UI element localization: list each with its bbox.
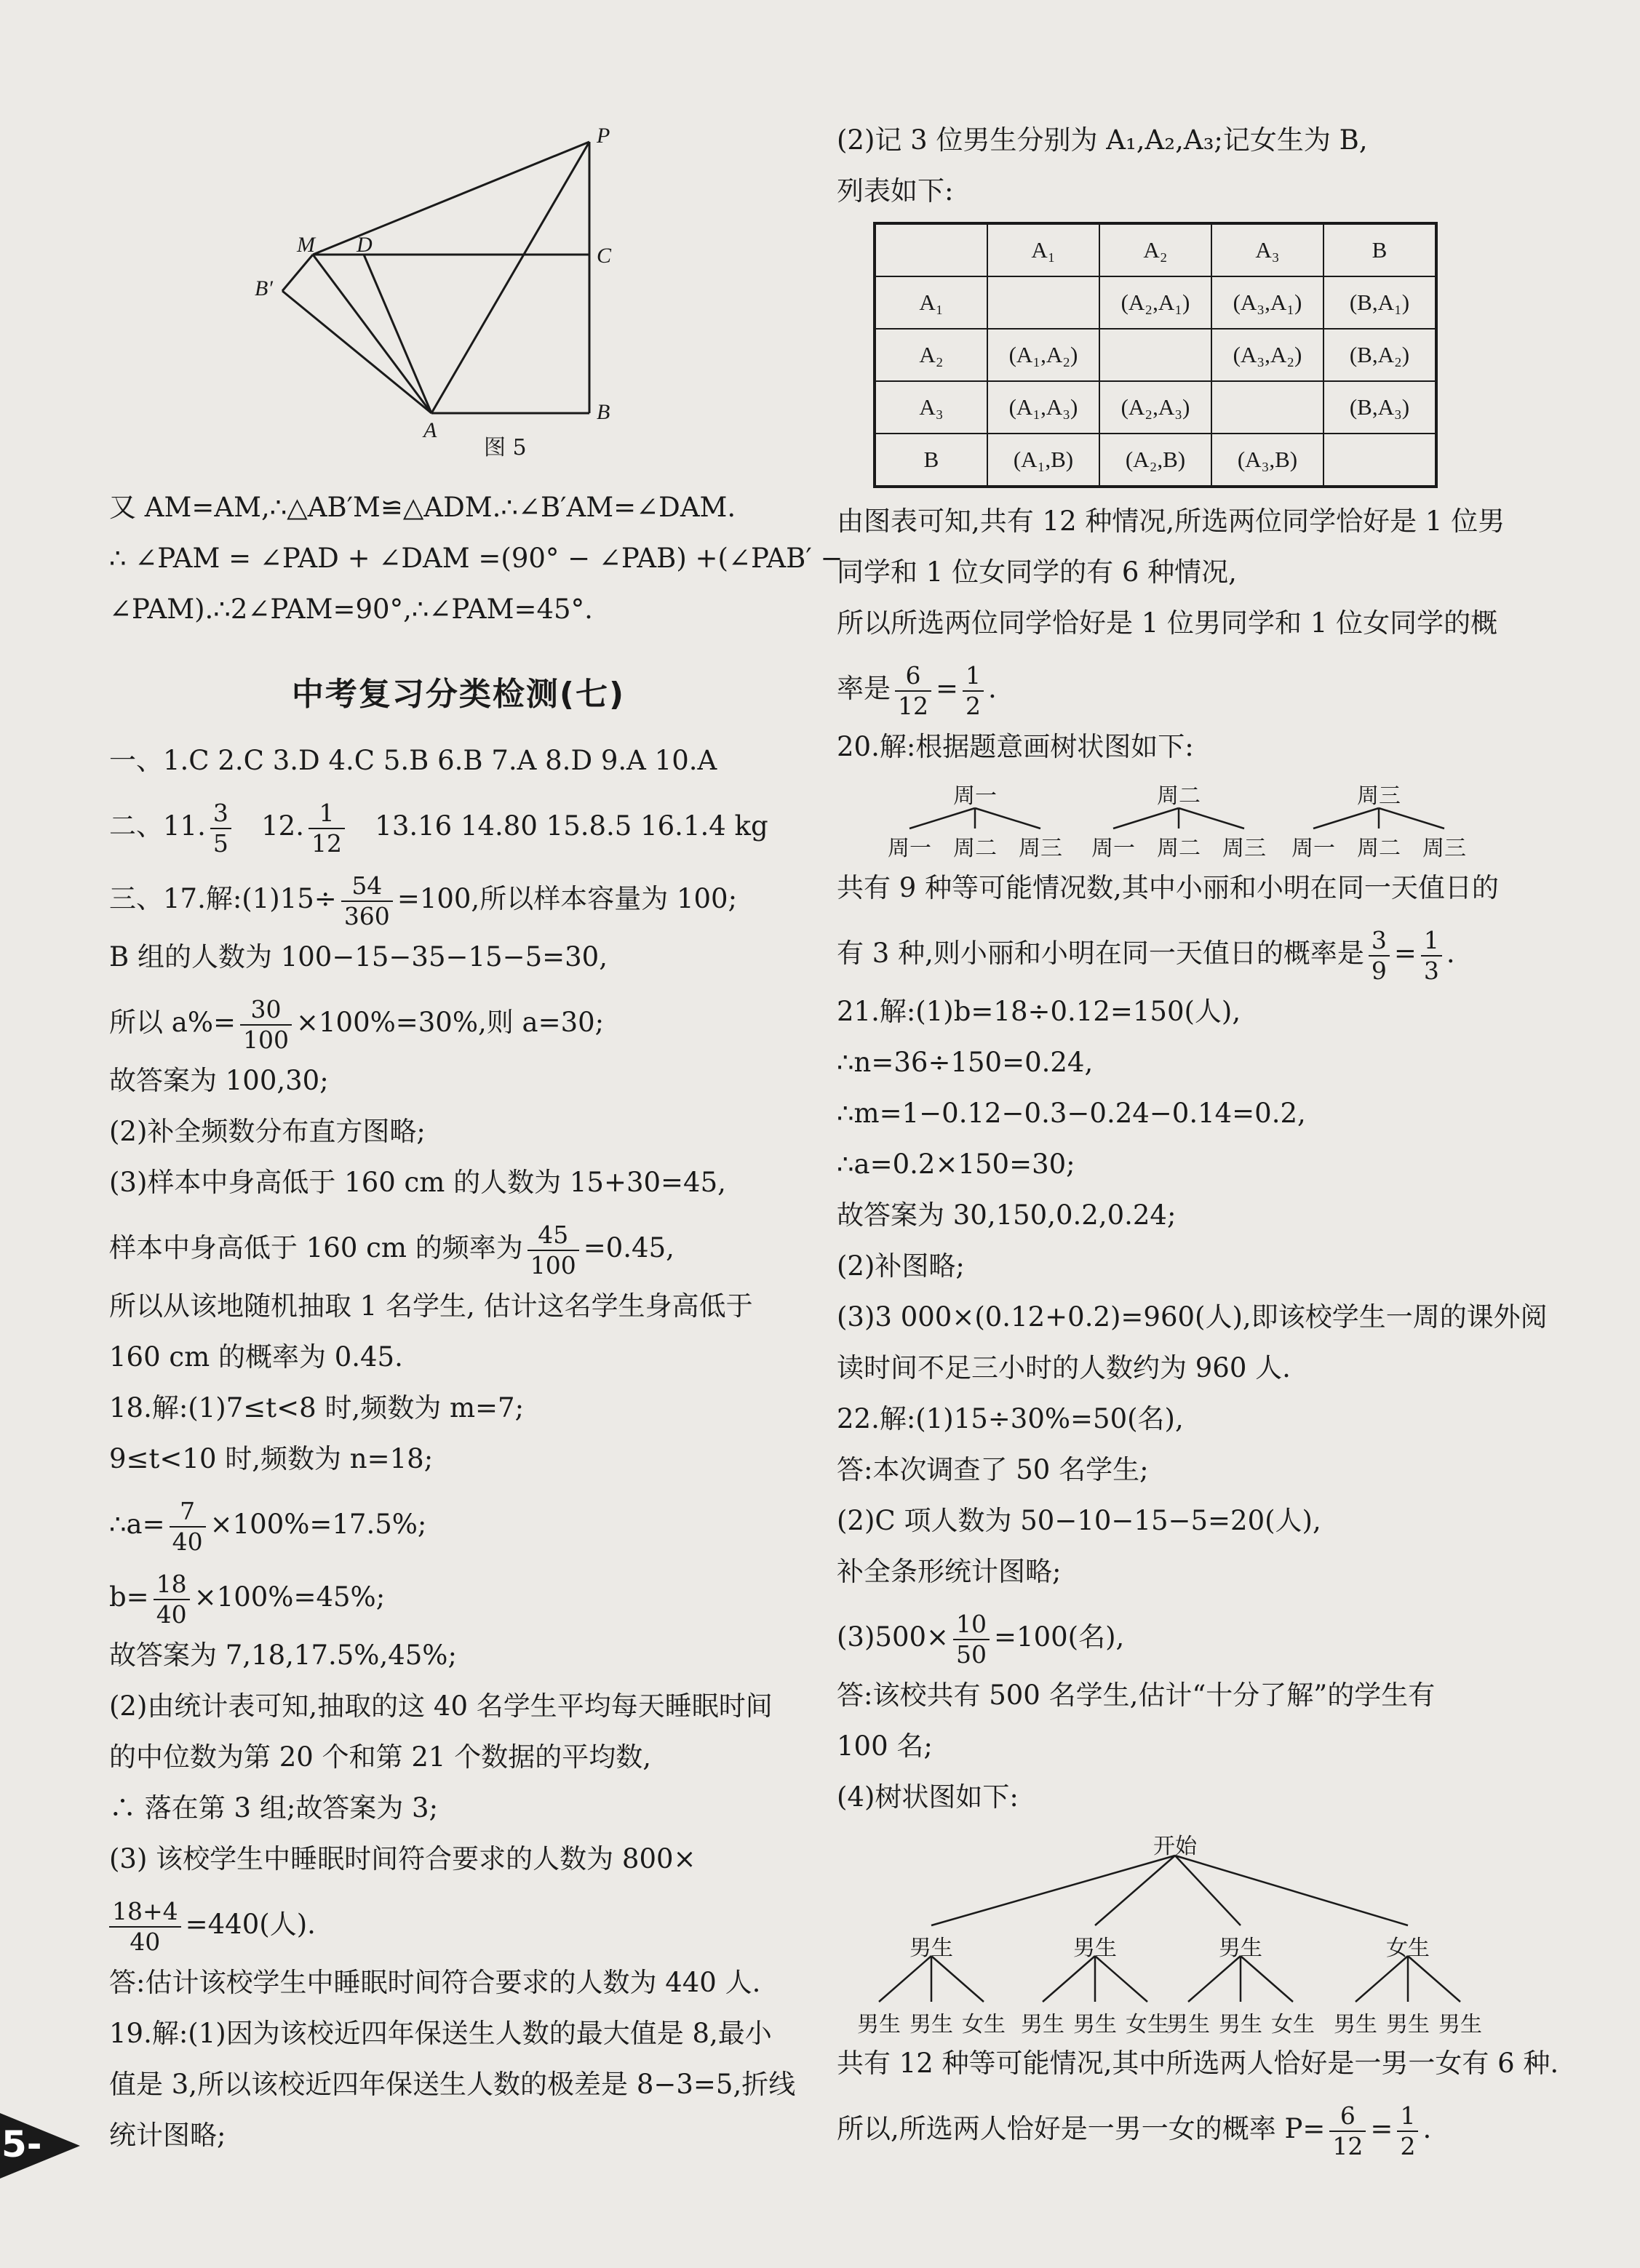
table-cell: (B,A₂) xyxy=(1323,329,1436,381)
label-B-prime: B′ xyxy=(255,276,273,300)
table-cell: A₁ xyxy=(987,223,1099,276)
multiple-choice-answers: 一、1.C 2.C 3.D 4.C 5.B 6.B 7.A 8.D 9.A 10.A xyxy=(109,745,717,776)
table-cell: (A₁,B) xyxy=(987,434,1099,487)
fraction: $\frac{10}{50}$ xyxy=(953,1610,990,1669)
tree1-leaf-node: 周三 xyxy=(1222,836,1266,861)
q18-line-3: ∴a= $\frac{7}{40}$ ×100%=17.5%; xyxy=(109,1496,427,1556)
q22-line-2: 答:本次调查了 50 名学生; xyxy=(837,1454,1149,1485)
tree1-leaf-node: 周一 xyxy=(888,836,931,861)
q20-line-1: 20.解:根据题意画树状图如下: xyxy=(837,731,1194,762)
proof-line-3: ∠PAM).∴2∠PAM=90°,∴∠PAM=45°. xyxy=(109,594,593,625)
label-P: P xyxy=(597,124,610,148)
q18-line-4: b= $\frac{18}{40}$ ×100%=45%; xyxy=(109,1569,386,1629)
q20-line-2: 共有 9 种等可能情况数,其中小丽和小明在同一天值日的 xyxy=(837,872,1499,903)
q21-line-6: (2)补图略; xyxy=(837,1250,965,1282)
table-row xyxy=(875,276,1436,329)
q17-line-3: 所以 a%= $\frac{30}{100}$ ×100%=30%,则 a=30; xyxy=(109,994,605,1054)
tree1-leaf-node: 周二 xyxy=(953,836,997,861)
fraction: $\frac{6}{12}$ xyxy=(895,661,931,721)
tree-diagram-weekday xyxy=(837,778,1513,861)
q19-part2-line-2: 列表如下: xyxy=(837,175,954,207)
q19-line-2: 值是 3,所以该校近四年保送生人数的极差是 8−3=5,折线 xyxy=(109,2069,796,2100)
fraction: $\frac{54}{360}$ xyxy=(341,871,393,931)
q22-line-6: 答:该校共有 500 名学生,估计“十分了解”的学生有 xyxy=(837,1680,1436,1711)
q17-line-9: 160 cm 的概率为 0.45. xyxy=(109,1341,403,1373)
table-cell xyxy=(987,276,1099,329)
q19-line-after-2: 同学和 1 位女同学的有 6 种情况, xyxy=(837,556,1237,588)
tree2-leaf-node: 男生 xyxy=(1219,2012,1262,2037)
tree1-leaf-node: 周二 xyxy=(1357,836,1401,861)
tree1-leaf-node: 周一 xyxy=(1091,836,1135,861)
fill-blank-answers: 二、11. $\frac{3}{5}$ 12. $\frac{1}{12}$ 13.16 14.80 15.8.5 16.1.4 kg xyxy=(109,798,768,858)
q17-line-2: B 组的人数为 100−15−35−15−5=30, xyxy=(109,941,608,973)
q18-line-5: 故答案为 7,18,17.5%,45%; xyxy=(109,1640,457,1671)
tree2-leaf-node: 男生 xyxy=(909,2012,953,2037)
tree1-leaf-node: 周三 xyxy=(1422,836,1466,861)
table-cell: (A₂,A₃) xyxy=(1099,381,1211,434)
tree2-leaf-node: 男生 xyxy=(1386,2012,1430,2037)
q18-line-11: 答:估计该校学生中睡眠时间符合要求的人数为 440 人. xyxy=(109,1967,761,1998)
q17-line-7: 样本中身高低于 160 cm 的频率为 $\frac{45}{100}$ =0.45, xyxy=(109,1220,674,1279)
q21-line-7: (3)3 000×(0.12+0.2)=960(人),即该校学生一周的课外阅 xyxy=(837,1301,1548,1333)
table-cell: A₂ xyxy=(1099,223,1211,276)
fraction: $\frac{6}{12}$ xyxy=(1329,2101,1366,2161)
line-DA xyxy=(364,255,431,413)
q18-line-8: ∴ 落在第 3 组;故答案为 3; xyxy=(109,1792,439,1824)
table-row xyxy=(875,381,1436,434)
fraction: $\frac{3}{9}$ xyxy=(1369,926,1390,986)
q18-line-9: (3) 该校学生中睡眠时间符合要求的人数为 800× xyxy=(109,1843,696,1874)
q22-line-9: 共有 12 种等可能情况,其中所选两人恰好是一男一女有 6 种. xyxy=(837,2048,1559,2079)
line-BprimeA xyxy=(282,291,431,413)
tree1-root-node: 周三 xyxy=(1357,783,1401,809)
tree2-leaf-node: 男生 xyxy=(1166,2012,1210,2037)
tree2-leaf-node: 男生 xyxy=(1438,2012,1482,2037)
fraction: $\frac{45}{100}$ xyxy=(528,1221,579,1280)
q22-line-10: 所以,所选两人恰好是一男一女的概率 P= $\frac{6}{12}$ = $\frac{1}{2}$ . xyxy=(837,2101,1432,2160)
table-cell: A₁ xyxy=(875,276,987,329)
tree2-leaf-node: 男生 xyxy=(1021,2012,1064,2037)
table-cell xyxy=(1323,434,1436,487)
page-number-tab xyxy=(0,2113,87,2179)
label-A: A xyxy=(423,418,437,442)
label-C: C xyxy=(597,244,612,268)
tree2-level1-node: 男生 xyxy=(1073,1936,1117,1961)
q19-line-1: 19.解:(1)因为该校近四年保送生人数的最大值是 8,最小 xyxy=(109,2018,772,2049)
table-cell: B xyxy=(875,434,987,487)
q18-line-7: 的中位数为第 20 个和第 21 个数据的平均数, xyxy=(109,1741,651,1773)
tree2-root-node: 开始 xyxy=(1153,1834,1197,1859)
fraction: $\frac{1}{12}$ xyxy=(309,799,345,858)
q17-line-8: 所以从该地随机抽取 1 名学生, 估计这名学生身高低于 xyxy=(109,1290,753,1322)
table-cell: B xyxy=(1323,223,1436,276)
q21-line-5: 故答案为 30,150,0.2,0.24; xyxy=(837,1199,1177,1231)
fraction: $\frac{3}{5}$ xyxy=(210,799,231,858)
page-number: 5- xyxy=(1,2123,42,2165)
label-M: M xyxy=(297,233,315,257)
table-cell: (A₃,A₂) xyxy=(1211,329,1323,381)
outcome-table xyxy=(873,222,1438,488)
table-cell: (A₁,A₂) xyxy=(987,329,1099,381)
q22-line-8: (4)树状图如下: xyxy=(837,1781,1019,1813)
fraction: $\frac{30}{100}$ xyxy=(240,995,292,1055)
tree2-leaf-node: 男生 xyxy=(857,2012,901,2037)
q17-line-4: 故答案为 100,30; xyxy=(109,1065,329,1096)
tree1-leaf-node: 周一 xyxy=(1291,836,1335,861)
tree2-level1-node: 男生 xyxy=(909,1936,953,1961)
q18-line-10: $\frac{18+4}{40}$ =440(人). xyxy=(109,1890,808,1960)
table-cell: A₃ xyxy=(875,381,987,434)
q19-part2-line-1: (2)记 3 位男生分别为 A₁,A₂,A₃;记女生为 B, xyxy=(837,124,1368,156)
line-MA xyxy=(313,255,431,413)
table-row xyxy=(875,434,1436,487)
tree2-leaf-node: 男生 xyxy=(1073,2012,1117,2037)
tree2-leaf-node: 女生 xyxy=(962,2012,1006,2037)
fraction: $\frac{1}{2}$ xyxy=(963,661,984,721)
table-cell xyxy=(875,223,987,276)
q21-line-8: 读时间不足三小时的人数约为 960 人. xyxy=(837,1352,1291,1383)
section-heading: 中考复习分类检测(七) xyxy=(291,676,626,713)
line-PA xyxy=(431,142,589,413)
tree2-leaf-node: 女生 xyxy=(1271,2012,1315,2037)
q20-line-3: 有 3 种,则小丽和小明在同一天值日的概率是 $\frac{3}{9}$ = $\frac{1}{3}$ . xyxy=(837,925,1455,985)
tree1-leaf-node: 周二 xyxy=(1157,836,1201,861)
table-cell: (B,A₃) xyxy=(1323,381,1436,434)
q21-line-4: ∴a=0.2×150=30; xyxy=(837,1149,1075,1180)
tree2-level1-node: 女生 xyxy=(1386,1936,1430,1961)
table-cell: A₃ xyxy=(1211,223,1323,276)
tree-diagram-gender xyxy=(837,1828,1513,2039)
q22-line-3: (2)C 项人数为 50−10−15−5=20(人), xyxy=(837,1505,1321,1536)
table-row xyxy=(875,329,1436,381)
fraction: $\frac{1}{2}$ xyxy=(1397,2101,1418,2161)
q19-probability: 率是 $\frac{6}{12}$ = $\frac{1}{2}$ . xyxy=(837,660,997,720)
tree1-leaf-node: 周三 xyxy=(1019,836,1062,861)
line-MBprime xyxy=(282,255,313,291)
q17-line-6: (3)样本中身高低于 160 cm 的人数为 15+30=45, xyxy=(109,1167,726,1198)
q18-line-1: 18.解:(1)7≤t<8 时,频数为 m=7; xyxy=(109,1392,525,1424)
right-column xyxy=(837,120,1559,2167)
fraction: $\frac{7}{40}$ xyxy=(170,1497,206,1557)
label-B: B xyxy=(597,400,610,424)
q19-line-after-1: 由图表可知,共有 12 种情况,所选两位同学恰好是 1 位男 xyxy=(837,506,1505,537)
table-cell: (A₂,A₁) xyxy=(1099,276,1211,329)
proof-line-2: ∴ ∠PAM = ∠PAD + ∠DAM =(90° − ∠PAB) +(∠PAB′ − xyxy=(109,543,843,574)
label-D: D xyxy=(357,233,373,257)
q17-line-5: (2)补全频数分布直方图略; xyxy=(109,1116,426,1147)
table-cell: (B,A₁) xyxy=(1323,276,1436,329)
q22-line-7: 100 名; xyxy=(837,1730,933,1762)
left-column xyxy=(109,109,843,2166)
q19-line-3: 统计图略; xyxy=(109,2120,226,2151)
q22-line-5: (3)500× $\frac{10}{50}$ =100(名), xyxy=(837,1609,1125,1669)
q19-line-after-3: 所以所选两位同学恰好是 1 位男同学和 1 位女同学的概 xyxy=(837,607,1498,639)
tree1-root-node: 周一 xyxy=(953,783,997,809)
figure-5-diagram xyxy=(109,109,808,487)
q21-line-3: ∴m=1−0.12−0.3−0.24−0.14=0.2, xyxy=(837,1098,1306,1129)
figure-caption: 图 5 xyxy=(484,435,527,460)
proof-line-1: 又 AM=AM,∴△AB′M≌△ADM.∴∠B′AM=∠DAM. xyxy=(109,492,736,523)
q18-line-2: 9≤t<10 时,频数为 n=18; xyxy=(109,1443,434,1474)
q21-line-1: 21.解:(1)b=18÷0.12=150(人), xyxy=(837,996,1241,1027)
table-cell xyxy=(1211,381,1323,434)
q17-line-1: 三、17.解:(1)15÷ $\frac{54}{360}$ =100,所以样本容量为 100; xyxy=(109,871,738,930)
q21-line-2: ∴n=36÷150=0.24, xyxy=(837,1047,1094,1078)
table-cell: (A₃,A₁) xyxy=(1211,276,1323,329)
fraction: $\frac{18}{40}$ xyxy=(154,1570,190,1629)
q18-line-6: (2)由统计表可知,抽取的这 40 名学生平均每天睡眠时间 xyxy=(109,1690,773,1722)
fraction: $\frac{18+4}{40}$ xyxy=(109,1897,181,1957)
table-header-row xyxy=(875,223,1436,276)
table-cell: A₂ xyxy=(875,329,987,381)
table-cell xyxy=(1099,329,1211,381)
table-cell: (A₁,A₃) xyxy=(987,381,1099,434)
tree1-root-node: 周二 xyxy=(1157,783,1201,809)
tree2-leaf-node: 男生 xyxy=(1334,2012,1377,2037)
line-PM xyxy=(313,142,589,255)
tree2-leaf-node: 女生 xyxy=(1126,2012,1169,2037)
q22-line-4: 补全条形统计图略; xyxy=(837,1556,1062,1587)
table-cell: (A₃,B) xyxy=(1211,434,1323,487)
q22-line-1: 22.解:(1)15÷30%=50(名), xyxy=(837,1403,1184,1434)
geometry-figure-5 xyxy=(109,109,808,487)
tree2-level1-node: 男生 xyxy=(1219,1936,1262,1961)
fraction: $\frac{1}{3}$ xyxy=(1421,926,1442,986)
table-cell: (A₂,B) xyxy=(1099,434,1211,487)
